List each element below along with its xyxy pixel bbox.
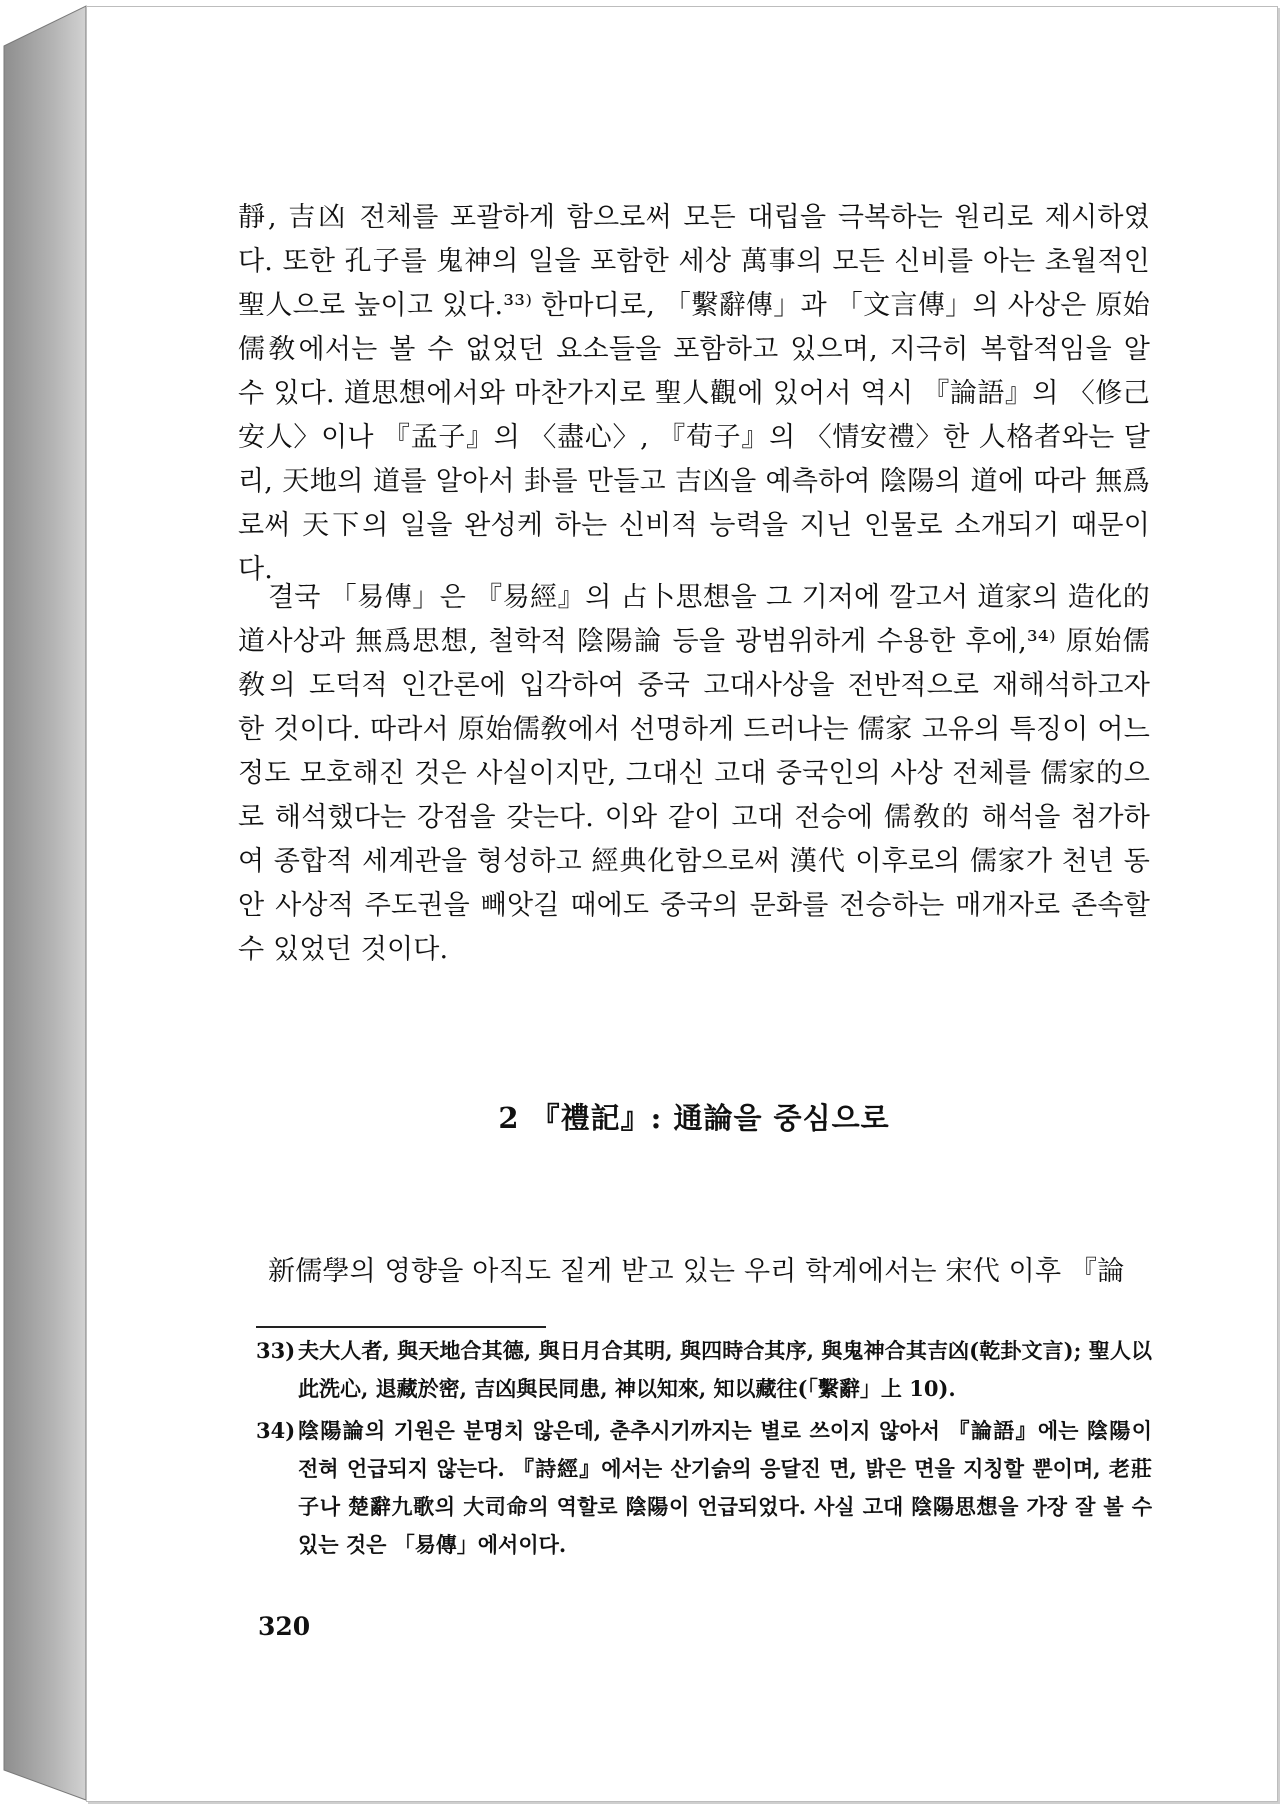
footnote-34 [256,1412,1152,1564]
body-paragraph-3 [238,1250,1150,1294]
footnote-number: 34) [256,1418,296,1443]
footnote-text: 陰陽論의 기원은 분명치 않은데, 춘추시기까지는 별로 쓰이지 않아서 『論語』에는 陰陽이 전혀 언급되지 않는다. 『詩經』에서는 산기슭의 응달진 면, 밝은 면을 지칭할 뿐이며, 老莊子나 楚辭九歌의 大司命의 역할로 陰陽이 언급되었다. 사실 고대 陰陽思想을 가장 잘 볼 수 있는 것은 「易傳」에서이다. [298,1418,1152,1557]
paragraph-text: 新儒學의 영향을 아직도 짙게 받고 있는 우리 학계에서는 宋代 이후 『論 [268,1256,1125,1287]
paragraph-text: 靜, 吉凶 전체를 포괄하게 함으로써 모든 대립을 극복하는 원리로 제시하였다. 또한 孔子를 鬼神의 일을 포함한 세상 萬事의 모든 신비를 아는 초월적인 聖人으로 높이고 있다.³³⁾ 한마디로, 「繫辭傳」과 「文言傳」의 사상은 原始儒敎에서는 볼 수 없었던 요소들을 포함하고 있으며, 지극히 복합적임을 알 수 있다. 道思想에서와 마찬가지로 聖人觀에 있어서 역시 『論語』의 〈修己安人〉이나 『孟子』의 〈盡心〉, 『荀子』의 〈情安禮〉한 人格者와는 달리, 天地의 道를 알아서 卦를 만들고 吉凶을 예측하여 陰陽의 道에 따라 無爲로써 天下의 일을 완성케 하는 신비적 능력을 지닌 인물로 소개되기 때문이다. [238,202,1150,585]
footnote-number: 33) [256,1338,296,1363]
paragraph-text: 결국 「易傳」은 『易經』의 占卜思想을 그 기저에 깔고서 道家의 造化的 道사상과 無爲思想, 철학적 陰陽論 등을 광범위하게 수용한 후에,³⁴⁾ 原始儒敎의 도덕적 인간론에 입각하여 중국 고대사상을 전반적으로 재해석하고자 한 것이다. 따라서 原始儒敎에서 선명하게 드러나는 儒家 고유의 특징이 어느 정도 모호해진 것은 사실이지만, 그대신 고대 중국인의 사상 전체를 儒家的으로 해석했다는 강점을 갖는다. 이와 같이 고대 전승에 儒敎的 해석을 첨가하여 종합적 세계관을 형성하고 經典化함으로써 漢代 이후로의 儒家가 천년 동안 사상적 주도권을 빼앗길 때에도 중국의 문화를 전승하는 매개자로 존속할 수 있었던 것이다. [238,582,1150,965]
section-heading: 2 『禮記』: 通論을 중심으로 [498,1101,890,1135]
page-number: 320 [258,1612,311,1641]
body-paragraph-2 [238,576,1150,972]
footnote-divider [256,1326,546,1328]
footnotes [256,1332,1152,1564]
body-paragraph-1 [238,196,1150,592]
footnote-text: 夫大人者, 與天地合其德, 與日月合其明, 與四時合其序, 與鬼神合其吉凶(乾卦文言); 聖人以此洗心, 退藏於密, 吉凶與民同患, 神以知來, 知以藏往(「繫辭」上 10). [298,1338,1152,1401]
footnote-33 [256,1332,1152,1408]
